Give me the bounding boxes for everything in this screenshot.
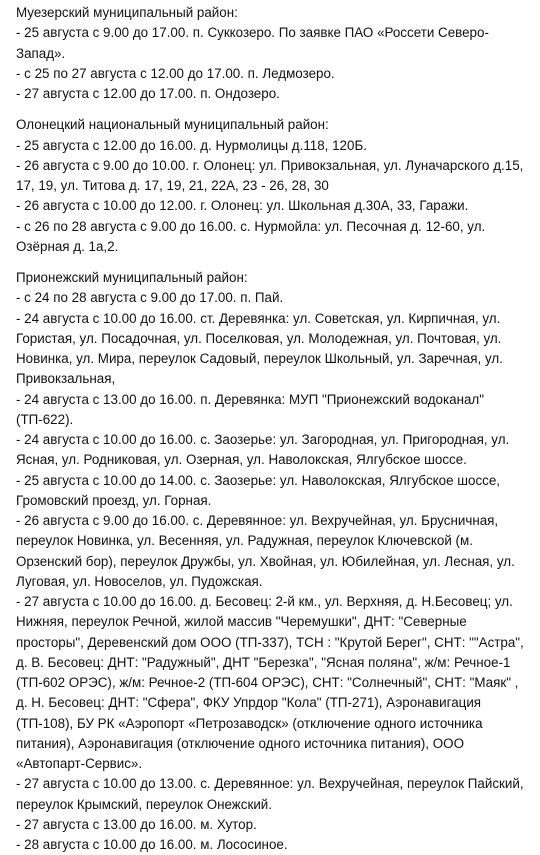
schedule-line: - 27 августа с 12.00 до 17.00. п. Ондозеро. bbox=[16, 86, 280, 101]
schedule-line: - 24 августа с 10.00 до 16.00. ст. Деревянка: ул. Советская, ул. Кирпичная, ул. Гористая, ул. Посадочная, ул. Поселковая, ул. Молодежная, ул. Почтовая, ул. Новинка, ул. Мира, переулок Садовый, переулок Школьный, ул. Заречная, ул. Привокзальная, bbox=[16, 310, 503, 387]
section-muezersky bbox=[16, 3, 532, 104]
schedule-line: - 24 августа с 10.00 до 16.00. с. Заозерье: ул. Загородная, ул. Пригородная, ул. Ясная, ул. Родниковая, ул. Озерная, ул. Наволокская, Ялгубское шоссе. bbox=[16, 432, 510, 468]
section-title: Олонецкий национальный муниципальный район: bbox=[16, 117, 329, 133]
schedule-line: - 25 августа с 9.00 до 17.00. п. Суккозеро. По заявке ПАО «Россети Северо-Запад». bbox=[16, 25, 489, 61]
schedule-line: - 24 августа с 13.00 до 16.00. п. Деревянка: МУП "Прионежский водоканал" (ТП-622). bbox=[16, 391, 484, 427]
schedule-line: - с 26 по 28 августа с 9.00 до 16.00. с. Нурмойла: ул. Песочная д. 12-60, ул. Озёрная д. 1а,2. bbox=[16, 218, 486, 254]
schedule-line: - 26 августа с 10.00 до 12.00. г. Олонец: ул. Школьная д.30А, 33, Гаражи. bbox=[16, 198, 469, 214]
schedule-line: - 26 августа с 9.00 до 16.00. с. Деревянное: ул. Вехручейная, ул. Брусничная, переулок Новинка, ул. Весенняя, ул. Радужная, переулок Ключевской (м. Орзенский бор), переулок Дружбы, ул. Хвойная, ул. Юбилейная, ул. Лесная, ул. Луговая, ул. Новоселов, ул. Пудожская. bbox=[16, 513, 515, 589]
section-prionezhsky bbox=[16, 268, 532, 855]
schedule-line: - с 24 по 28 августа с 9.00 до 17.00. п. Пай. bbox=[16, 290, 284, 306]
section-olonetsky bbox=[16, 115, 532, 257]
schedule-line: - 26 августа с 9.00 до 10.00. г. Олонец: ул. Привокзальная, ул. Луначарского д.15, 17, 19, ул. Титова д. 17, 19, 21, 22А, 23 - 26, 28, 30 bbox=[16, 157, 524, 193]
schedule-line: - 25 августа с 10.00 до 14.00. с. Заозерье: ул. Наволокская, Ялгубское шоссе, Громовский проезд, ул. Горная. bbox=[16, 472, 501, 508]
section-title: Прионежский муниципальный район: bbox=[16, 270, 248, 285]
schedule-line: - 25 августа с 12.00 до 16.00. д. Нурмолицы д.118, 120Б. bbox=[16, 137, 367, 153]
schedule-line: - 27 августа с 10.00 до 13.00. с. Деревянное: ул. Вехручейная, переулок Пайский, переулок Крымский, переулок Онежский. bbox=[16, 776, 524, 812]
schedule-line: - 27 августа с 10.00 до 16.00. д. Бесовец: 2-й км., ул. Верхняя, д. Н.Бесовец; ул. Нижняя, переулок Речной, жилой массив "Черемушки", ДНТ: "Северные просторы", Деревенский дом ООО (ТП-337), ТСН : "Крутой Берег", СНТ: ""Астра", д. В. Бесовец: ДНТ: "Радужный", ДНТ "Березка", "Ясная поляна", ж/м: Речное-1 (ТП-602 ОРЭС), ж/м: Речное-2 (ТП-604 ОРЭС), СНТ: "Солнечный", СНТ: "Маяк" , д. Н. Бесовец: ДНТ: "Сфера", ФКУ Упрдор "Кола" (ТП-271), Аэронавигация (ТП-108), БУ РК «Аэропорт «Петрозаводск» (отключение одного источника питания), Аэронавигация (отключение одного источника питания), ООО «Автопарт-Сервис». bbox=[16, 594, 524, 771]
schedule-line: - 27 августа с 13.00 до 16.00. м. Хутор. bbox=[16, 816, 257, 832]
section-title: Муезерский муниципальный район: bbox=[16, 5, 238, 20]
schedule-line: - с 25 по 27 августа с 12.00 до 17.00. п. Ледмозеро. bbox=[16, 65, 335, 81]
schedule-line: - 28 августа с 10.00 до 16.00. м. Лососиное. bbox=[16, 837, 288, 852]
